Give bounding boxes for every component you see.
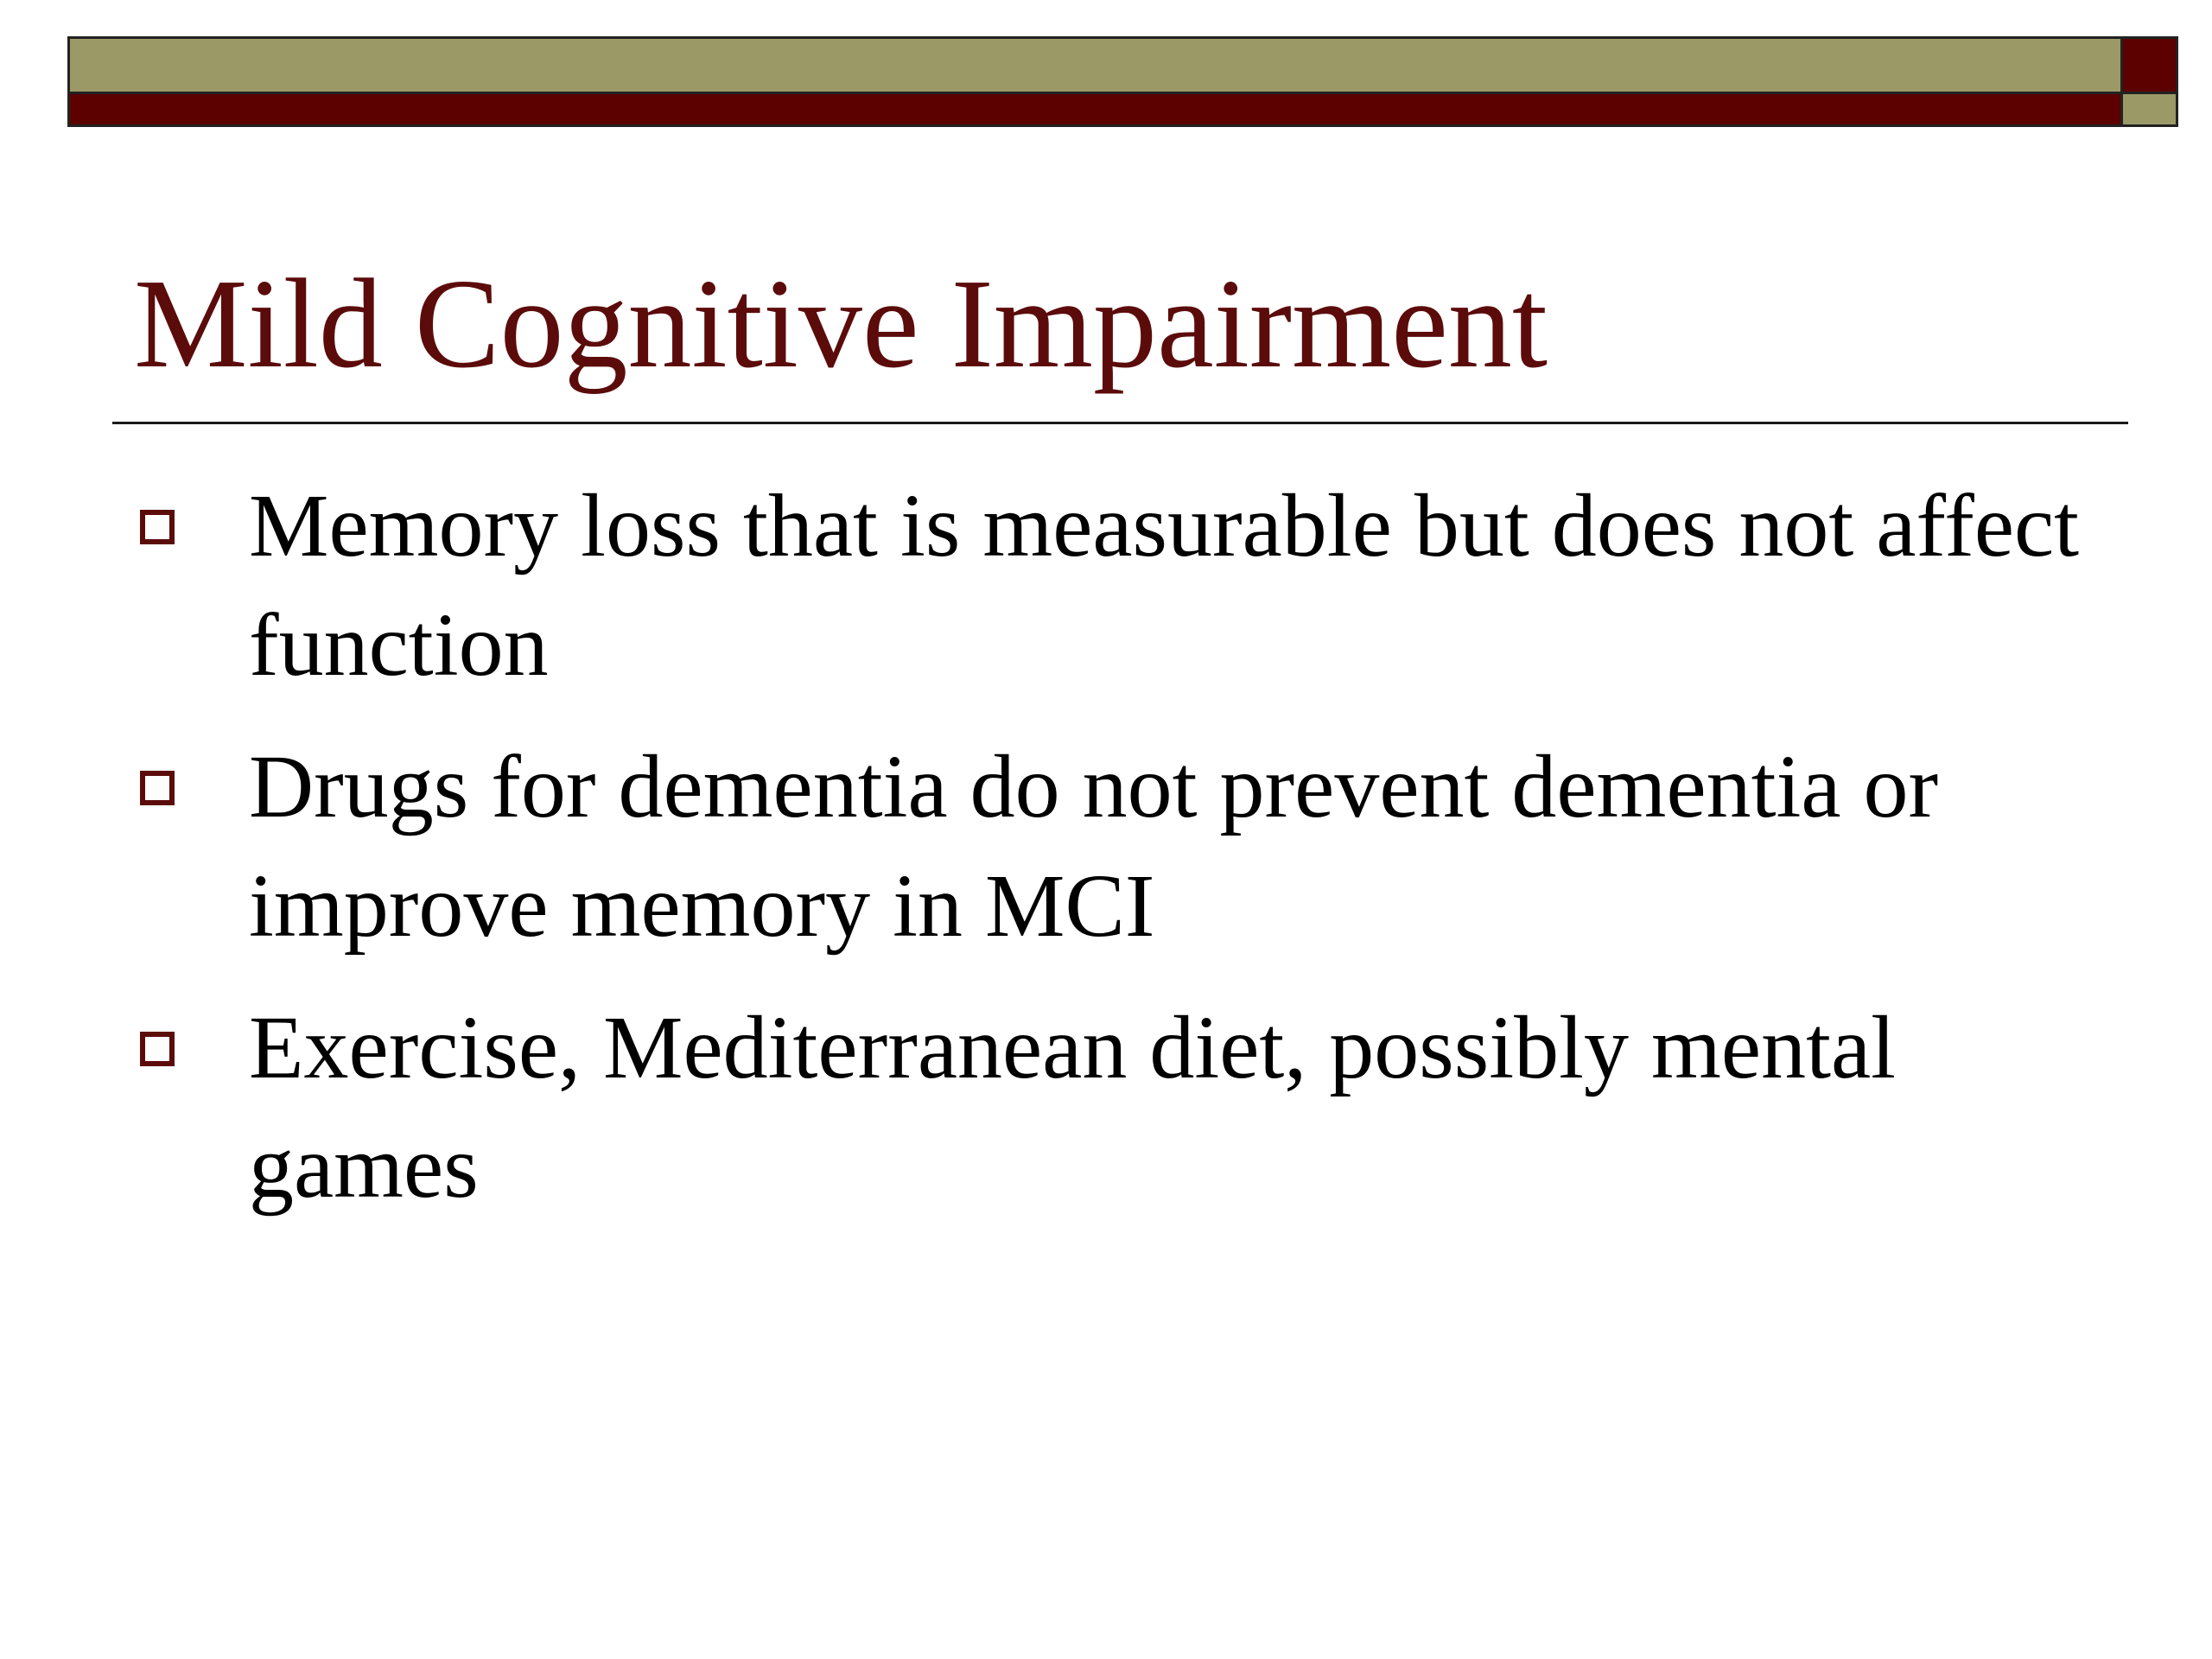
bullet-item (130, 988, 2134, 1227)
bullet-text: Drugs for dementia do not prevent dementia or improve memory in MCI (249, 737, 1939, 956)
bullet-text: Exercise, Mediterranean diet, possibly mental games (249, 998, 1897, 1217)
hollow-square-bullet-icon (140, 1032, 175, 1066)
hollow-square-bullet-icon (140, 771, 175, 805)
bullet-list (130, 467, 2134, 1249)
hollow-square-bullet-icon (140, 510, 175, 544)
header-corner-olive-block (2123, 92, 2178, 127)
header-olive-bar (67, 36, 2123, 92)
header-corner-maroon-block (2123, 36, 2178, 92)
bullet-item (130, 728, 2134, 966)
title-divider (112, 422, 2128, 424)
header-decoration-band (67, 36, 2178, 127)
header-maroon-bar (67, 92, 2123, 127)
bullet-text: Memory loss that is measurable but does not affect function (249, 476, 2080, 695)
slide-title: Mild Cognitive Impairment (134, 253, 1548, 395)
bullet-item (130, 467, 2134, 705)
